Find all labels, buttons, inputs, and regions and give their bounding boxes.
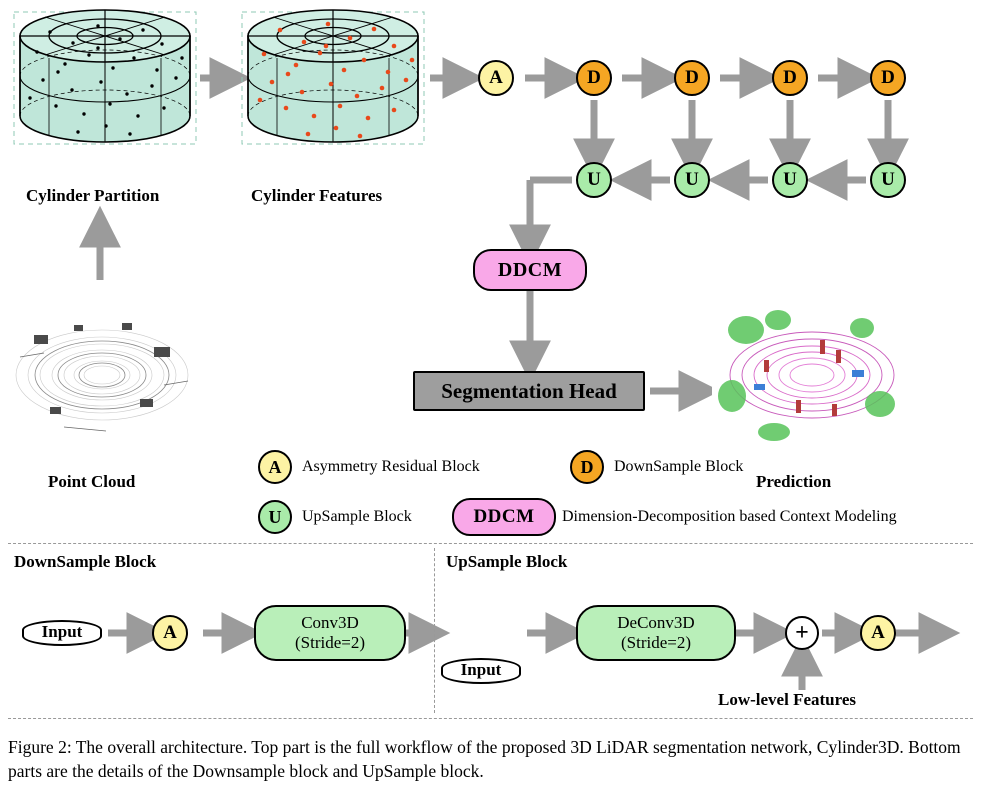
legend-label-downsample: DownSample Block [614,458,744,475]
prediction-image [712,300,902,450]
downsample-conv3d-block[interactable] [254,605,406,661]
upsample-deconv3d-line2: (Stride=2) [620,633,692,652]
point-cloud-label: Point Cloud [48,472,136,491]
node-ddcm[interactable]: DDCM [473,249,587,291]
node-upsample-3[interactable]: U [772,162,808,198]
upsample-input-label: Input [460,660,502,679]
legend-icon-a: A [258,450,292,484]
legend-icon-u: U [258,500,292,534]
legend-icon-ddcm: DDCM [452,498,556,536]
downsample-block-title: DownSample Block [14,552,157,571]
downsample-a-block[interactable]: A [152,615,188,651]
cylinder-partition-figure [10,8,200,148]
upsample-deconv3d-block[interactable] [576,605,736,661]
section-divider-horizontal [8,543,973,544]
node-downsample-1[interactable]: D [576,60,612,96]
legend-icon-d: D [570,450,604,484]
node-upsample-4[interactable]: U [870,162,906,198]
node-upsample-1[interactable]: U [576,162,612,198]
caption-divider [8,718,973,719]
legend-label-upsample: UpSample Block [302,508,412,525]
upsample-deconv3d-line1: DeConv3D [617,613,695,633]
downsample-conv3d-line1: Conv3D [301,613,359,633]
upsample-block-title: UpSample Block [446,552,568,571]
downsample-input-cylinder [22,614,106,652]
point-cloud-image [14,295,194,450]
legend-label-ddcm: Dimension-Decomposition based Context Modeling [562,508,897,525]
low-level-features-label: Low-level Features [718,690,857,709]
node-downsample-4[interactable]: D [870,60,906,96]
section-divider-vertical [434,548,435,713]
upsample-a-block[interactable]: A [860,615,896,651]
downsample-conv3d-line2: (Stride=2) [294,633,366,652]
node-upsample-2[interactable]: U [674,162,710,198]
cylinder-partition-label: Cylinder Partition [26,186,160,205]
downsample-input-label: Input [41,622,83,641]
upsample-add-node: + [785,616,819,650]
cylinder-features-label: Cylinder Features [251,186,383,205]
node-downsample-3[interactable]: D [772,60,808,96]
legend-label-asymmetry: Asymmetry Residual Block [302,458,480,475]
node-downsample-2[interactable]: D [674,60,710,96]
segmentation-head-block[interactable]: Segmentation Head [413,371,645,411]
prediction-label: Prediction [756,472,832,491]
node-asymmetry-residual-block[interactable]: A [478,60,514,96]
figure-caption: Figure 2: The overall architecture. Top part is the full workflow of the proposed 3D LiDAR segmentation network, Cylinder3D. Bottom parts are the details of the Downsample block and UpSample block. [8,737,961,782]
upsample-input-cylinder [441,652,525,690]
cylinder-features-figure [238,8,428,148]
